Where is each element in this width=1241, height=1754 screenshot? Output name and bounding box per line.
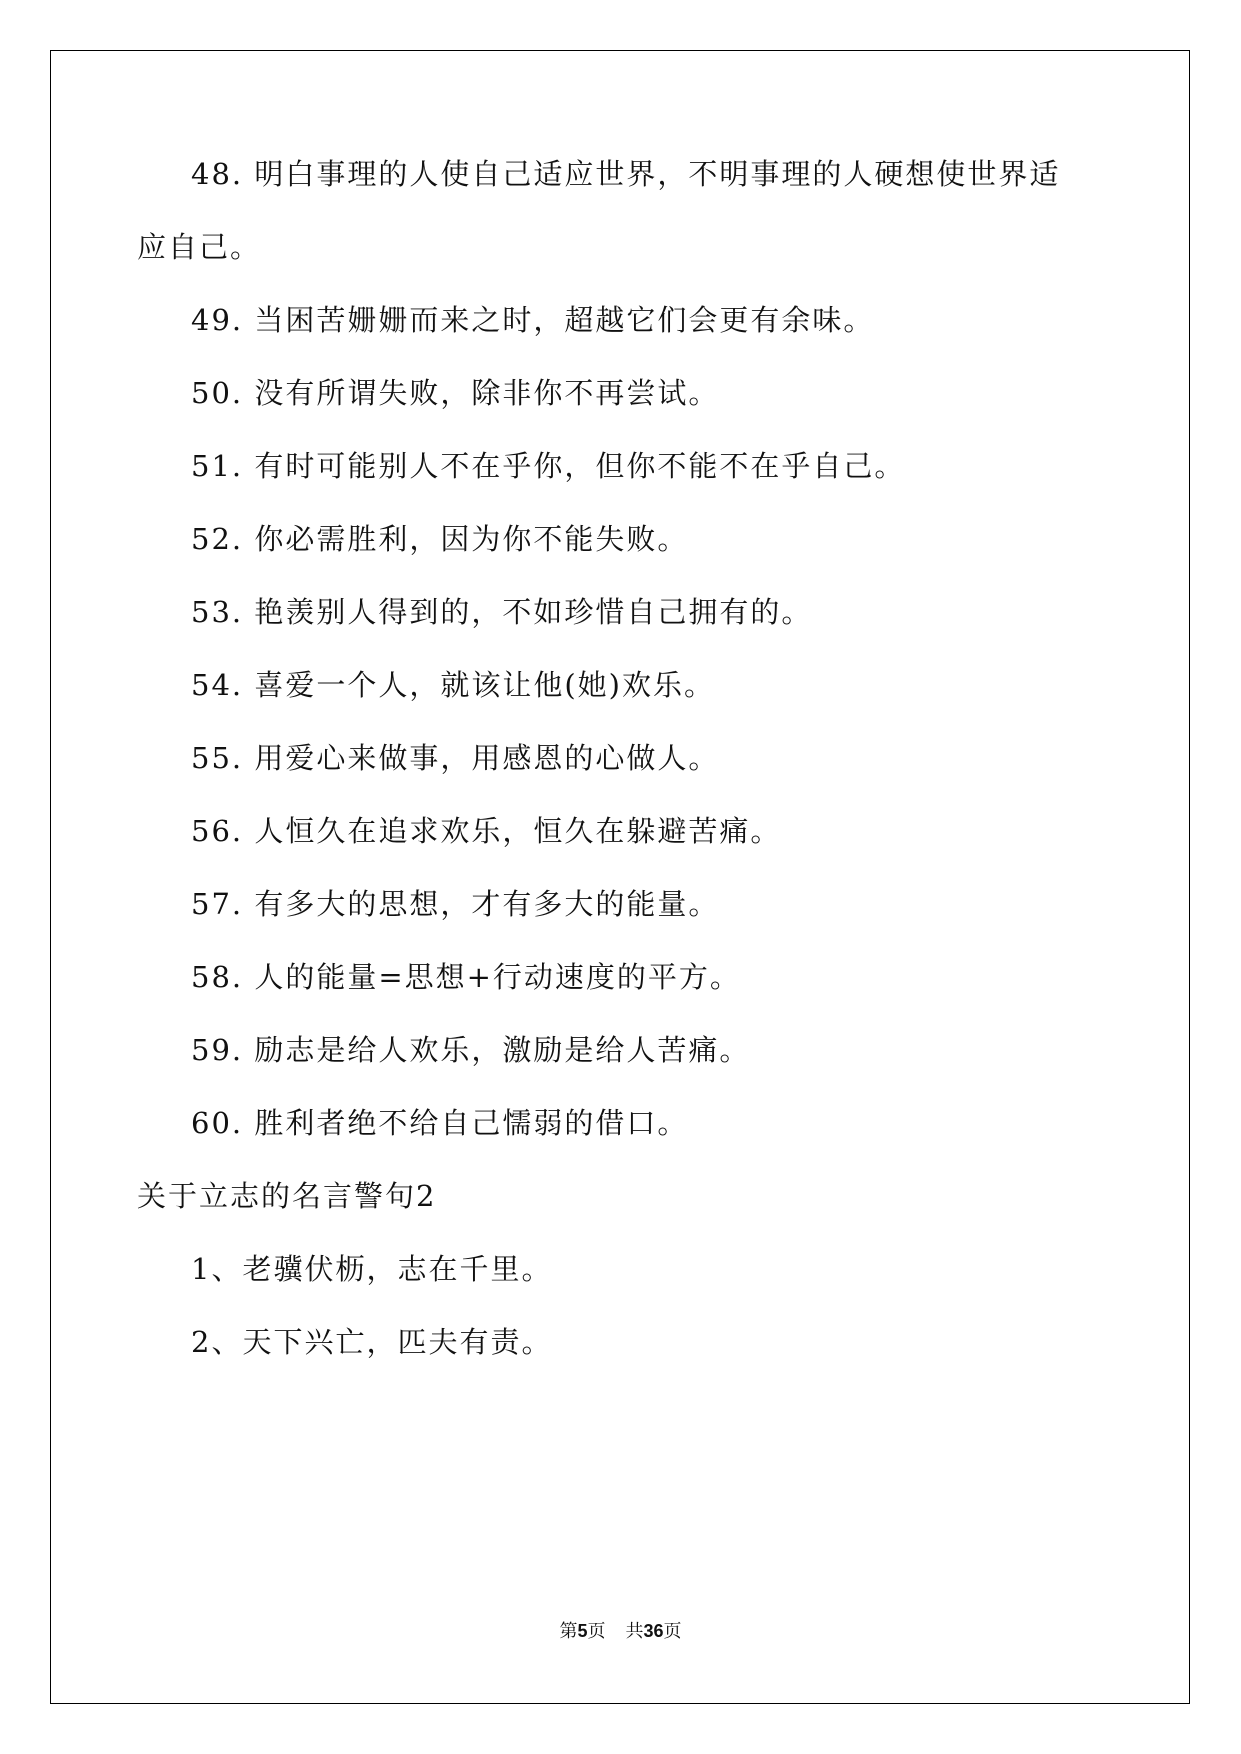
page-prefix: 第 xyxy=(559,1621,578,1641)
quote-line-54: 54. 喜爱一个人，就该让他(她)欢乐。 xyxy=(191,668,715,702)
quote-line-48: 48. 明白事理的人使自己适应世界，不明事理的人硬想使世界适 xyxy=(191,157,1061,191)
section-heading: 关于立志的名言警句2 xyxy=(137,1179,437,1213)
page-suffix: 页 xyxy=(587,1621,606,1641)
total-prefix: 共 xyxy=(625,1621,644,1641)
quote-line-58: 58. 人的能量=思想+行动速度的平方。 xyxy=(191,960,741,994)
quote-line-50: 50. 没有所谓失败，除非你不再尝试。 xyxy=(191,376,720,410)
quote-line-2: 2、天下兴亡，匹夫有责。 xyxy=(191,1325,553,1359)
quote-line-48-continued: 应自己。 xyxy=(137,230,262,264)
quote-line-52: 52. 你必需胜利，因为你不能失败。 xyxy=(191,522,689,556)
quote-line-49: 49. 当困苦姗姗而来之时，超越它们会更有余味。 xyxy=(191,303,875,337)
page-footer xyxy=(0,1617,1241,1643)
quote-line-1: 1、老骥伏枥，志在千里。 xyxy=(191,1252,553,1286)
page-total: 36 xyxy=(643,1621,664,1641)
quote-line-59: 59. 励志是给人欢乐，激励是给人苦痛。 xyxy=(191,1033,751,1067)
quote-line-55: 55. 用爱心来做事，用感恩的心做人。 xyxy=(191,741,720,775)
page-current: 5 xyxy=(577,1621,588,1641)
quote-line-56: 56. 人恒久在追求欢乐，恒久在躲避苦痛。 xyxy=(191,814,782,848)
quote-line-60: 60. 胜利者绝不给自己懦弱的借口。 xyxy=(191,1106,689,1140)
quote-line-51: 51. 有时可能别人不在乎你，但你不能不在乎自己。 xyxy=(191,449,906,483)
total-suffix: 页 xyxy=(663,1621,682,1641)
quote-line-53: 53. 艳羡别人得到的，不如珍惜自己拥有的。 xyxy=(191,595,813,629)
quote-line-57: 57. 有多大的思想，才有多大的能量。 xyxy=(191,887,720,921)
